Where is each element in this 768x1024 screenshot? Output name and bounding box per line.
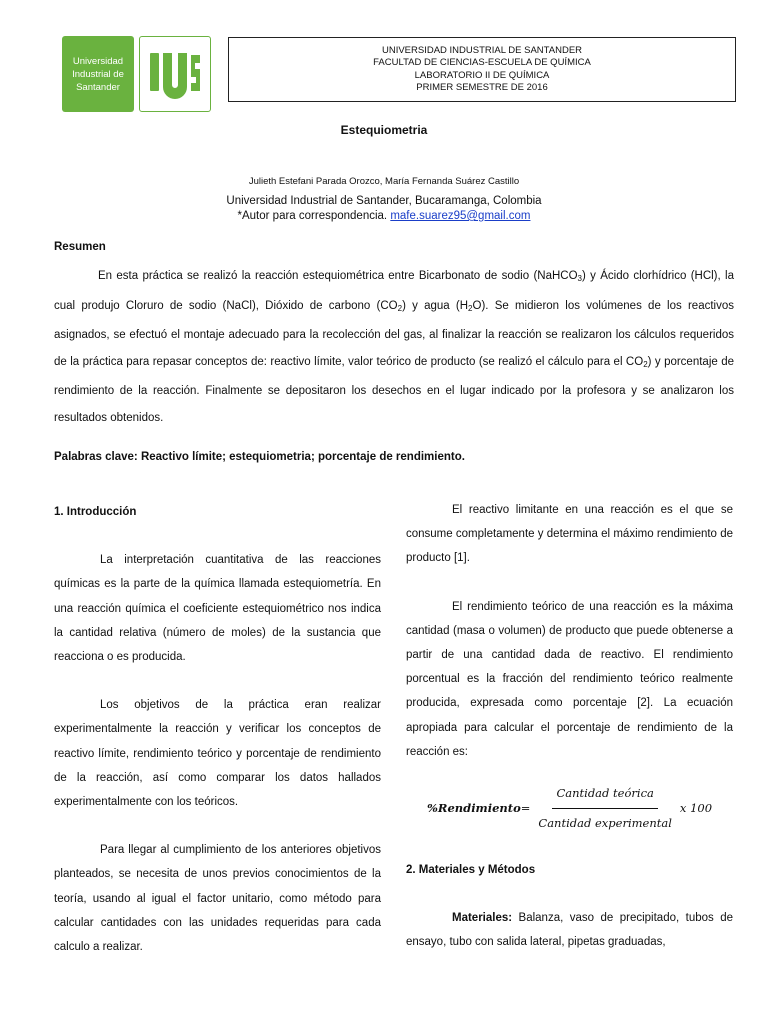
left-column (54, 500, 381, 983)
header-line-semester: PRIMER SEMESTRE DE 2016 (416, 82, 548, 93)
materials-paragraph (406, 906, 733, 954)
abstract-heading: Resumen (54, 241, 106, 253)
materials-text: Balanza, vaso de precipitado, tubos de ensayo, tubo con salida lateral, pipetas graduadas, (406, 912, 733, 949)
header-line-faculty: FACULTAD DE CIENCIAS-ESCUELA DE QUÍMICA (373, 57, 591, 68)
section-heading-introduction: 1. Introducción (54, 506, 137, 518)
section-heading-materials-methods: 2. Materiales y Métodos (406, 864, 536, 877)
abstract-paragraph (54, 263, 734, 431)
equation-denominator: Cantidad experimental (538, 815, 672, 830)
abstract-subscript-1: 3 (577, 274, 582, 283)
materials-label: Materiales: (452, 912, 513, 925)
logo-line-3: Santander (76, 81, 120, 93)
yield-equation (406, 788, 733, 828)
abstract-text-1: En esta práctica se realizó la reacción estequiométrica entre Bicarbonato de sodio (NaHCO (98, 270, 578, 282)
equation-numerator: Cantidad teórica (552, 781, 657, 808)
right-column (406, 498, 733, 979)
header-line-university: UNIVERSIDAD INDUSTRIAL DE SANTANDER (381, 44, 583, 56)
intro-paragraph-1: La interpretación cuantitativa de las reacciones químicas es la parte de la química llamada estequiometría. En una reacción química el coeficiente estequiométrico nos indica la cantidad relativa (número de moles) de la sustancia que reacciona o es producida. (54, 554, 381, 664)
affiliation-block (0, 194, 768, 224)
authors: Julieth Estefani Parada Orozco, María Fernanda Suárez Castillo (248, 176, 520, 187)
equation-lhs: %Rendimiento (426, 800, 521, 815)
uis-emblem-logo (139, 36, 211, 112)
abstract-text-2: ) y Ácido clorhídrico (HCl), la cual produjo Cloruro de sodio (NaCl), Dióxido de carbono (CO (54, 270, 734, 312)
equation-equals: = (520, 800, 531, 815)
limiting-reagent-paragraph: El reactivo limitante en una reacción es el que se consume completamente y determina el máximo rendimiento de producto [1]. (406, 504, 733, 565)
intro-paragraph-3: Para llegar al cumplimiento de los anteriores objetivos planteados, se necesita de unos previos conocimientos de la teoría, usando al igual el factor unitario, como método para calcular cantidades con las unidades requeridas para cada calculo a realizar. (54, 844, 381, 954)
abstract-text-5: ) y porcentaje de rendimiento de la reacción. Finalmente se depositaron los desechos en el lugar indicado por la profesora y se analizaron los resultados obtenidos. (54, 355, 734, 424)
header-line-lab: LABORATORIO II DE QUÍMICA (414, 69, 550, 81)
uis-emblem-icon (146, 43, 204, 105)
abstract-subscript-4: 2 (643, 359, 648, 369)
abstract-text-4: O). Se midieron los volúmenes de los reactivos asignados, se efectuó el montaje adecuado para la recolección del gas, al finalizar la reacción se realizaron los cálculos requeridos de la práctica para repasar conceptos de: reactivo límite, valor teórico de producto (se realizó el cálculo para el CO (54, 299, 734, 368)
theoretical-yield-paragraph: El rendimiento teórico de una reacción es la máxima cantidad (masa o volumen) de producto que puede obtenerse a partir de una cantidad dada de reactivo. El rendimiento porcentual es la fracción del rendimiento teórico realmente producida, expresada como porcentaje [2]. La ecuación apropiada para calcular el porcentaje de rendimiento de la reacción es: (406, 600, 733, 758)
equation-rhs: x 100 (679, 800, 713, 815)
abstract-subscript-3: 2 (468, 303, 473, 313)
correspondence-label: *Autor para correspondencia. (237, 210, 388, 222)
logo-line-2: Industrial de (72, 68, 124, 80)
institution-header (228, 37, 736, 102)
correspondence-email-link[interactable]: mafe.suarez95@gmail.com (390, 210, 531, 222)
abstract-text-3: ) y agua (H (402, 299, 469, 312)
affiliation: Universidad Industrial de Santander, Bucaramanga, Colombia (226, 195, 542, 207)
abstract-subscript-2: 2 (397, 303, 403, 313)
correspondence-line (0, 209, 768, 224)
keywords: Palabras clave: Reactivo límite; estequiometria; porcentaje de rendimiento. (54, 451, 465, 463)
paper-title: Estequiometria (340, 123, 428, 137)
logo-line-1: Universidad (72, 55, 124, 67)
university-logo-text (62, 36, 134, 112)
intro-paragraph-2: Los objetivos de la práctica eran realizar experimentalmente la reacción y verificar los conceptos de reactivo límite, rendimiento teórico y porcentaje de rendimiento de la reacción, así como comparar los datos hallados experimentalmente con los teóricos. (54, 699, 381, 809)
equation-fraction (534, 781, 676, 834)
